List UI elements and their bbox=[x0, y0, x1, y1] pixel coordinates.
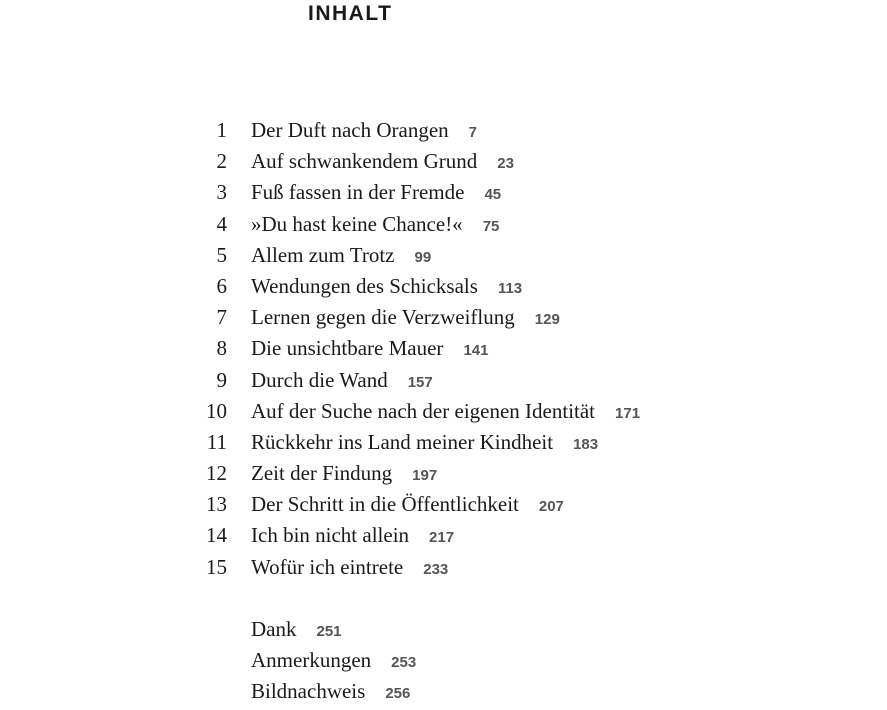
page-number: 251 bbox=[316, 623, 342, 640]
page-number: 129 bbox=[534, 311, 560, 329]
toc-row-chapter-6[interactable] bbox=[0, 271, 887, 302]
chapter-title: Lernen gegen die Verzweiflung bbox=[251, 305, 515, 330]
toc-row-chapter-4[interactable] bbox=[0, 209, 887, 240]
chapter-number: 15 bbox=[206, 554, 227, 579]
appendix-title: Dank bbox=[251, 617, 297, 641]
toc-row-chapter-3[interactable] bbox=[0, 177, 887, 208]
toc-row-chapter-10[interactable] bbox=[0, 396, 887, 427]
chapter-number: 4 bbox=[216, 211, 227, 236]
chapter-number: 11 bbox=[206, 429, 227, 454]
table-of-contents bbox=[0, 115, 887, 708]
chapter-number: 13 bbox=[206, 492, 227, 517]
toc-row-chapter-2[interactable] bbox=[0, 146, 887, 177]
chapter-title: Auf schwankendem Grund bbox=[251, 149, 478, 174]
toc-row-chapter-15[interactable] bbox=[0, 552, 887, 583]
toc-row-chapter-1[interactable] bbox=[0, 115, 887, 146]
chapter-number: 10 bbox=[206, 398, 227, 423]
chapter-title: Wendungen des Schicksals bbox=[251, 273, 478, 298]
toc-row-chapter-14[interactable] bbox=[0, 520, 887, 551]
chapter-number: 5 bbox=[216, 242, 227, 267]
chapter-title: Der Schritt in die Öffentlichkeit bbox=[251, 492, 519, 517]
chapter-number: 3 bbox=[216, 180, 227, 205]
chapter-title: Zeit der Findung bbox=[251, 461, 393, 486]
page-number: 45 bbox=[484, 186, 502, 204]
toc-row-chapter-5[interactable] bbox=[0, 240, 887, 271]
appendix-title: Anmerkungen bbox=[251, 648, 372, 673]
toc-row-chapter-13[interactable] bbox=[0, 489, 887, 520]
page-number: 141 bbox=[463, 342, 489, 360]
chapter-title: Allem zum Trotz bbox=[251, 242, 395, 267]
chapter-number: 7 bbox=[216, 305, 227, 330]
toc-row-anmerkungen[interactable] bbox=[0, 645, 887, 676]
chapter-title: Ich bin nicht allein bbox=[251, 523, 410, 548]
toc-row-chapter-7[interactable] bbox=[0, 302, 887, 333]
chapter-title: Rückkehr ins Land meiner Kindheit bbox=[251, 429, 554, 454]
chapter-title: Auf der Suche nach der eigenen Identität bbox=[251, 398, 596, 423]
toc-row-chapter-8[interactable] bbox=[0, 333, 887, 364]
toc-row-chapter-12[interactable] bbox=[0, 458, 887, 489]
chapter-title: Durch die Wand bbox=[251, 367, 388, 392]
toc-row-bildnachweis[interactable] bbox=[0, 676, 887, 707]
page-number: 183 bbox=[573, 435, 599, 453]
chapter-number: 12 bbox=[206, 461, 227, 486]
chapter-number: 6 bbox=[216, 273, 227, 298]
chapter-number: 8 bbox=[216, 336, 227, 361]
chapter-number: 14 bbox=[206, 523, 227, 548]
chapter-title: »Du hast keine Chance!« bbox=[251, 211, 463, 236]
chapter-title: Fuß fassen in der Fremde bbox=[251, 180, 465, 205]
page-number: 99 bbox=[414, 248, 432, 266]
section-spacer bbox=[0, 583, 887, 614]
chapter-number: 2 bbox=[216, 149, 227, 174]
page-number: 233 bbox=[423, 560, 449, 578]
chapter-title: Die unsichtbare Mauer bbox=[251, 336, 444, 361]
page-number: 7 bbox=[468, 124, 478, 141]
page-number: 171 bbox=[615, 404, 641, 422]
page-number: 23 bbox=[497, 155, 514, 173]
chapter-number: 9 bbox=[216, 367, 227, 392]
page-number: 197 bbox=[412, 467, 438, 485]
toc-row-dank[interactable] bbox=[0, 614, 887, 645]
toc-row-chapter-11[interactable] bbox=[0, 427, 887, 458]
chapter-title: Wofür ich eintrete bbox=[251, 554, 404, 579]
toc-row-chapter-9[interactable] bbox=[0, 365, 887, 396]
page-number: 157 bbox=[407, 373, 433, 391]
page-number: 113 bbox=[497, 279, 523, 297]
appendix-title: Bildnachweis bbox=[251, 679, 366, 704]
page-number: 256 bbox=[385, 685, 411, 703]
page-number: 207 bbox=[538, 498, 564, 516]
chapter-title: Der Duft nach Orangen bbox=[251, 118, 449, 142]
toc-heading: INHALT bbox=[308, 2, 393, 25]
chapter-number: 1 bbox=[216, 118, 227, 142]
page-number: 217 bbox=[429, 529, 455, 547]
page-number: 253 bbox=[391, 654, 417, 672]
page-number: 75 bbox=[482, 217, 500, 235]
